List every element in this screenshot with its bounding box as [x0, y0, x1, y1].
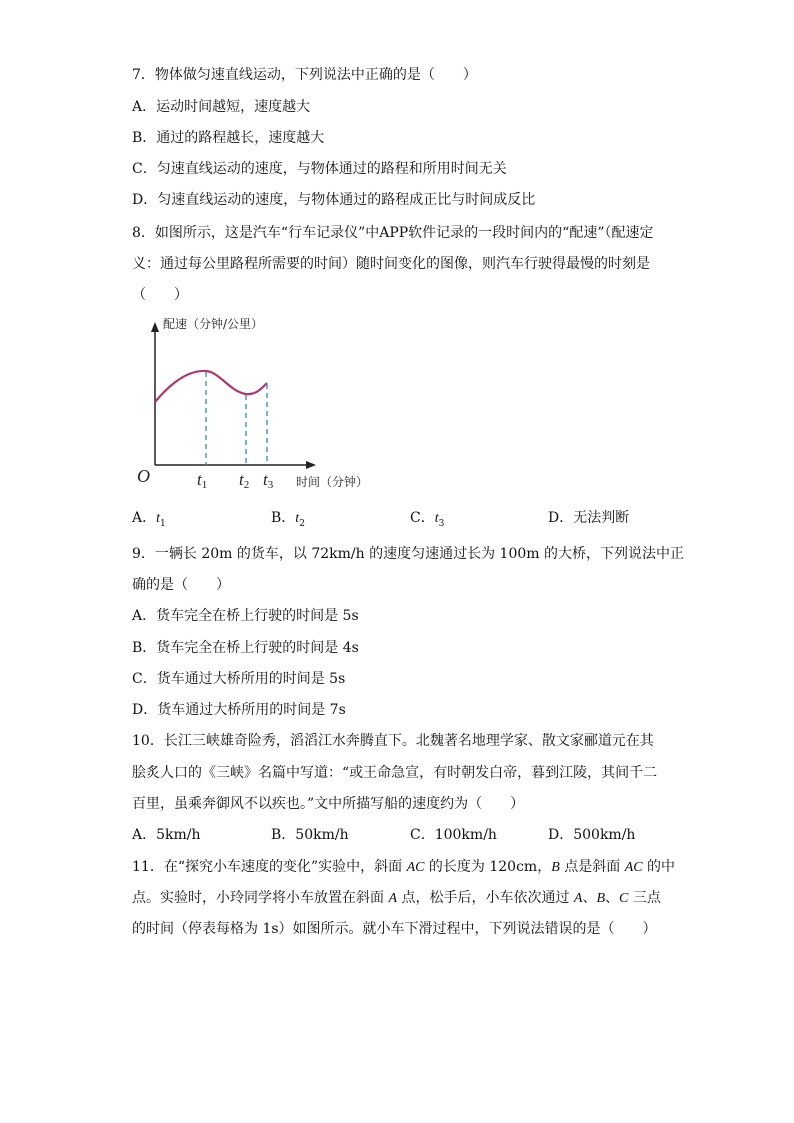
q10-option-c: C．100km/h: [410, 827, 497, 843]
y-axis-arrow: [151, 322, 159, 332]
q7-option-a: A．运动时间越短，速度越大: [132, 99, 311, 115]
q11-stem-line2: 点。实验时，小玲同学将小车放置在斜面 A 点，松手后，小车依次通过 A、B、C 三点: [132, 890, 661, 906]
q10-option-b: B．50km/h: [271, 827, 349, 843]
q8-option-c: C．$t_3$: [410, 510, 445, 529]
q9-option-d: D．货车通过大桥所用的时间是 7s: [132, 702, 346, 718]
q9-stem-line1: 9．一辆长 20m 的货车，以 72km/h 的速度匀速通过长为 100m 的大桥，下列说法中正: [132, 546, 685, 562]
x-axis-label: 时间（分钟）: [296, 475, 369, 489]
q8-stem-line1: 8．如图所示，这是汽车“行车记录仪”中APP软件记录的一段时间内的“配速”（配速定: [132, 225, 654, 241]
q11-stem-line3: 的时间（停表每格为 1s）如图所示。就小车下滑过程中，下列说法错误的是（ ）: [132, 921, 657, 937]
q10-option-a: A．5km/h: [132, 827, 201, 843]
q7-option-b: B．通过的路程越长，速度越大: [132, 130, 325, 146]
pace-curve: [155, 371, 267, 402]
q9-stem-line2: 确的是（ ）: [132, 577, 230, 593]
q9-option-c: C．货车通过大桥所用的时间是 5s: [132, 671, 346, 687]
q9-option-a: A．货车完全在桥上行驶的时间是 5s: [132, 608, 359, 624]
y-axis-label: 配速（分钟/公里）: [163, 317, 264, 331]
x-axis-arrow: [306, 461, 316, 469]
q10-stem-line3: 百里，虽乘奔御风不以疾也。”文中所描写船的速度约为（ ）: [132, 796, 525, 812]
q7-stem: 7．物体做匀速直线运动，下列说法中正确的是（ ）: [132, 67, 477, 83]
q10-stem-line2: 脍炙人口的《三峡》名篇中写道：“或王命急宣，有时朝发白帝，暮到江陵，其间千二: [132, 765, 658, 781]
q8-stem-line3: （ ）: [132, 287, 188, 303]
q7-option-c: C．匀速直线运动的速度，与物体通过的路程和所用时间无关: [132, 161, 507, 177]
q10-option-d: D．500km/h: [548, 827, 636, 843]
q10-stem-line1: 10．长江三峡雄奇险秀，滔滔江水奔腾直下。北魏著名地理学家、散文家郦道元在其: [132, 733, 654, 749]
origin-label: O: [137, 466, 150, 486]
q8-pace-graph: [130, 310, 390, 495]
t1-label: t1: [197, 470, 208, 491]
t2-label: t2: [239, 470, 250, 491]
q8-option-a: A．$t_1$: [132, 510, 166, 529]
q8-option-d: D．无法判断: [548, 510, 630, 526]
q7-option-d: D．匀速直线运动的速度，与物体通过的路程成正比与时间成反比: [132, 192, 536, 208]
q8-stem-line2: 义：通过每公里路程所需要的时间）随时间变化的图像，则汽车行驶得最慢的时刻是: [132, 256, 650, 272]
q8-option-b: B．$t_2$: [271, 510, 305, 529]
q9-option-b: B．货车完全在桥上行驶的时间是 4s: [132, 640, 359, 656]
t3-label: t3: [263, 470, 274, 491]
q11-stem-line1: 11．在“探究小车速度的变化”实验中，斜面 AC 的长度为 120cm，B 点是斜面 AC 的中: [132, 859, 676, 875]
